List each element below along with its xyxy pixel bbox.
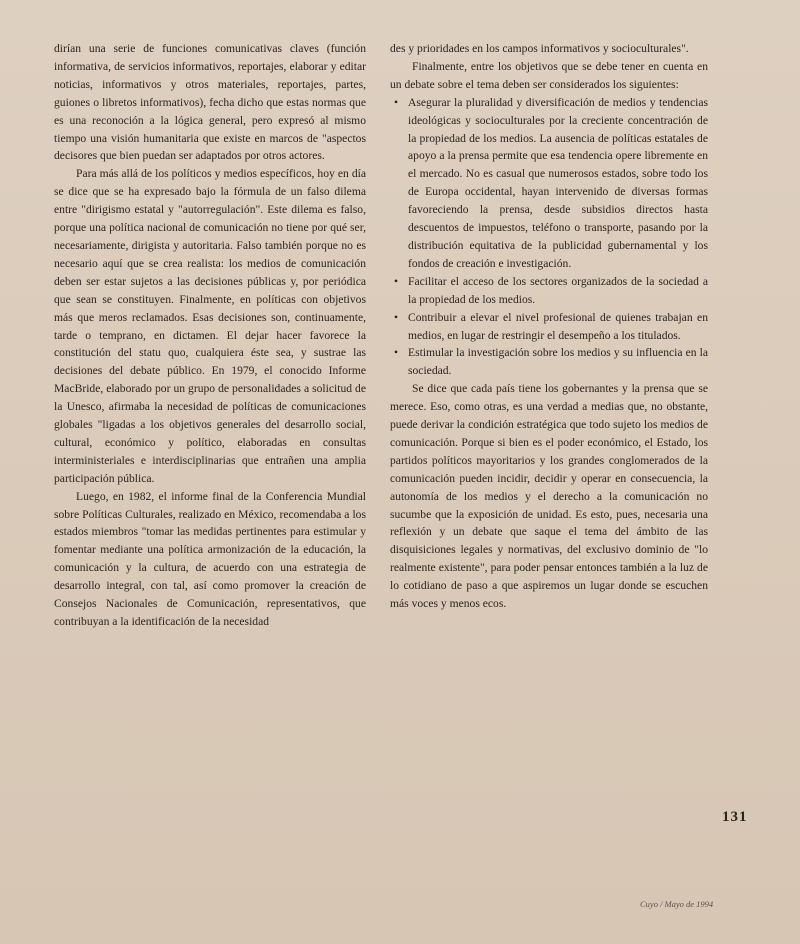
list-item: • Estimular la investigación sobre los medios y su influencia en la sociedad. [408,344,708,380]
list-item: • Asegurar la pluralidad y diversificación de medios y tendencias ideológicas y socioculturales por la creciente concentración de la propiedad de los medios. La ausencia de políticas estatales de apoyo a la prensa permite que esa tendencia opere libremente en el mercado. No es casual que numerosos estados, sobre todo los de Europa occidental, hayan intervenido de diversas formas favoreciendo la prensa, desde subsidios directos hasta descuentos de impuestos, teléfono o transporte, pasando por la distribución equitativa de la publicidad gubernamental y los fondos de creación e investigación. [408,94,708,273]
right-text-column [390,40,708,613]
objectives-list [390,94,708,381]
footer-text: Cuyo / Mayo de 1994 [640,899,714,909]
left-text-column [54,40,366,631]
left-paragraph-3: Luego, en 1982, el informe final de la Conferencia Mundial sobre Políticas Culturales, realizado en México, recomendaba a los estados miembros "tomar las medidas pertinentes para estimular y fomentar mediante una política armonización de la educación, la comunicación y la cultura, de acuerdo con una estrategia de desarrollo integral, con tal, así como promover la creación de Consejos Nacionales de Comunicación, representativos, que contribuyan a la identificación de la necesidad [54,489,366,628]
closing-paragraph: Se dice que cada país tiene los gobernantes y la prensa que se merece. Eso, como otras, es una verdad a medias que, no obstante, puede derivar la condición estratégica que todo sujeto los medios de comunicación. Porque si bien es el poder económico, el Estado, los partidos políticos mayoritarios y los grandes conglomerados de la comunicación pueden incidir, decidir y operar en consecuencia, la autonomía de los medios y el derecho a la comunicación no sucumbe que la exposición de unidad. Es esto, pues, necesaria una reflexión y un debate que saque el tema del ámbito de las disquisiciones legales y normativas, del exclusivo dominio de "lo realmente existente", para poder pensar entonces también a la luz de lo cotidiano de paso a que aspiremos un lugar donde se escuchen más voces y menos ecos. [390,382,708,611]
left-paragraph-1: dirían una serie de funciones comunicativas claves (función informativa, de servicios informativos, reportajes, elaborar y editar noticias, informativos y otros materiales, reportajes, partes, guiones o libretos informativos), fecha dicho que estas normas que es una reconoción a la lógica general, pero expresó al mismo tiempo una visión humanitaria que existe en marcos de "aspectos decisores que bien puedan ser adaptados por otros actores. [54,42,366,163]
page-number: 131 [722,809,748,825]
objectives-intro: Finalmente, entre los objetivos que se debe tener en cuenta en un debate sobre el tema deben ser considerados los siguientes: [390,59,708,91]
right-lead-paragraph: des y prioridades en los campos informativos y socioculturales". [390,42,689,55]
left-paragraph-2: Para más allá de los políticos y medios específicos, hoy en día se dice que se ha expresado bajo la fórmula de un falso dilema entre "dirigismo estatal y "autorregulación". Este dilema es falso, porque una política nacional de comunicación no tiene por qué ser, necesariamente, dirigista y autoritaria. Falso también porque no es necesario aquí que se crea realista: los medios de comunicación deben ser estar sujetos a las decisiones públicas y, por periódica que sean se constituyen. Finalmente, en políticas con objetivos más que meros reclamados. Esas decisiones son, continuamente, tarde o temprano, en dictamen. El dejar hacer favorece la constitución del statu quo, cualquiera éste sea, y sustrae las decisiones del debate público. En 1979, el conocido Informe MacBride, elaborado por un grupo de personalidades a solicitud de la Unesco, afirmaba la necesidad de políticas de comunicaciones globales "ligadas a los objetivos generales del desarrollo social, cultural, económico y político, elaboradas en consultas interministeriales e interdisciplinarias que entrañen una amplia participación pública. [54,167,366,485]
list-item: • Contribuir a elevar el nivel profesional de quienes trabajan en medios, en lugar de restringir el desempeño a los titulados. [408,309,708,345]
list-item: • Facilitar el acceso de los sectores organizados de la sociedad a la propiedad de los medios. [408,273,708,309]
